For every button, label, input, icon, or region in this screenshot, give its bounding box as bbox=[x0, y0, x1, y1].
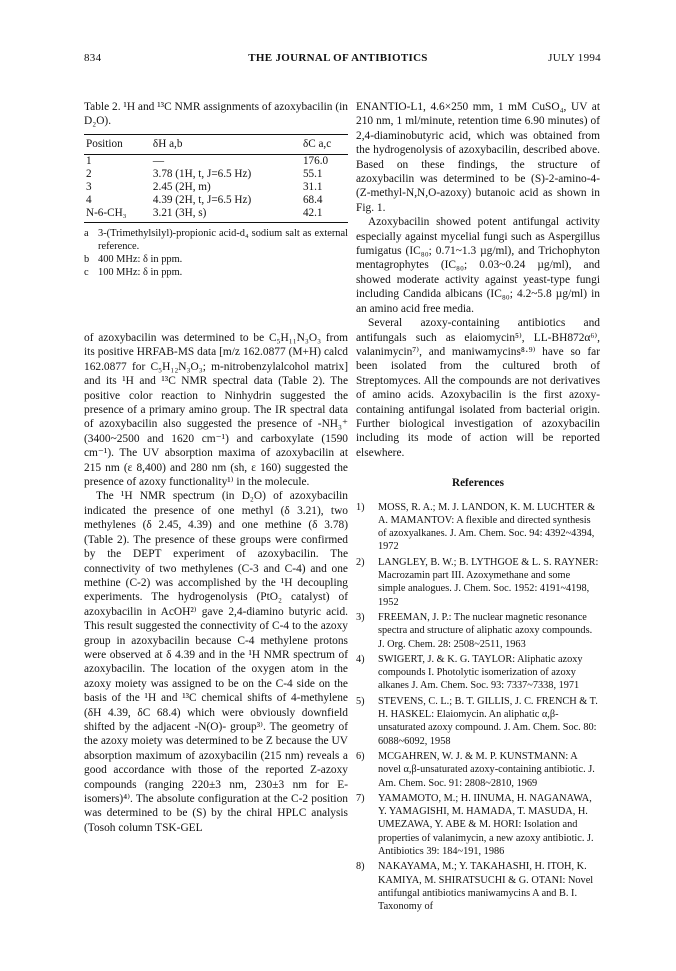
reference-item bbox=[356, 695, 600, 748]
table-cell: 1 bbox=[86, 155, 92, 167]
reference-number: 3) bbox=[356, 611, 365, 623]
reference-number: 6) bbox=[356, 750, 365, 762]
table-cell: 3.21 (3H, s) bbox=[145, 207, 293, 223]
footnote-text: 400 MHz: δ in ppm. bbox=[98, 254, 183, 265]
table-row bbox=[84, 168, 348, 181]
table-cell: 31.1 bbox=[302, 181, 323, 193]
table-cell: N-6-CH₃ bbox=[84, 207, 145, 223]
table-header-cell: δH a,b bbox=[145, 135, 293, 155]
table-cell: 68.4 bbox=[302, 194, 323, 206]
reference-item bbox=[356, 653, 600, 693]
table-caption: Table 2. ¹H and ¹³C NMR assignments of azoxybacilin (in D₂O). bbox=[84, 101, 348, 127]
body-paragraph: Azoxybacilin showed potent antifungal activity especially against mycelial fungi such as Aspergillus fumigatus (IC₈₀; 0.71~1.3 µg/ml), and Trichophyton mentagrophytes (IC₈₀; 0.03~0.24 µg/ml), and showed moderate activity against yeast-type fungi including Candida albicans (IC₈₀; 4.2~5.8 µg/ml) in an amino acid free media. bbox=[356, 216, 600, 315]
reference-number: 1) bbox=[356, 501, 365, 513]
table-row bbox=[84, 194, 348, 207]
footnote-text: 100 MHz: δ in ppm. bbox=[98, 267, 183, 278]
table-header-cell: δC a,c bbox=[293, 135, 348, 155]
footnote bbox=[84, 227, 348, 253]
footnote-mark: b bbox=[84, 254, 90, 265]
footnote-text: 3-(Trimethylsilyl)-propionic acid-d₄ sodium salt as external reference. bbox=[98, 228, 348, 252]
table-cell: 55.1 bbox=[302, 168, 323, 180]
table-cell: — bbox=[152, 155, 165, 167]
reference-number: 5) bbox=[356, 695, 365, 707]
nmr-table bbox=[84, 134, 348, 223]
table-cell: 4 bbox=[86, 194, 92, 206]
body-paragraph: ENANTIO-L1, 4.6×250 mm, 1 mM CuSO₄, UV at 210 nm, 1 ml/minute, retention time 6.90 minutes) of 2,4-diaminobutyric acid, which was obtained from the hydrogenolysis of azoxybacilin, described above. Based on these findings, the structure of azoxybacilin was determined to be (S)-2-amino-4-(Z-methyl-N,N,O-azoxy) butanoic acid as shown in Fig. 1. bbox=[356, 101, 600, 214]
table-footnotes bbox=[84, 227, 348, 279]
body-paragraph: of azoxybacilin was determined to be C₅H₁₁N₃O₃ from its positive HRFAB-MS data [m/z 162.0877 (M+H) calcd 162.0877 for C₅H₁₂N₃O₃; m-nitrobenzylalcohol matrix] and its ¹H and ¹³C NMR spectral data (Table 2). The positive color reaction to Ninhydrin suggested the presence of a primary amino group. The IR spectral data of azoxybacilin also suggested the presence of -NH₃⁺ (3400~2500 and 1620 cm⁻¹) and carboxylate (1590 cm⁻¹). The UV absorption maxima of azoxybacilin at 215 nm (ε 8,400) and 280 nm (sh, ε 160) suggested the presence of azoxy functionality¹⁾ in the molecule. bbox=[84, 332, 348, 489]
reference-item bbox=[356, 860, 600, 913]
footnote-mark: c bbox=[84, 267, 89, 278]
table-header-row bbox=[84, 135, 348, 155]
footnote bbox=[84, 266, 348, 279]
reference-item bbox=[356, 750, 600, 790]
table-cell: 3.78 (1H, t, J=6.5 Hz) bbox=[152, 168, 252, 180]
table-cell: 42.1 bbox=[293, 207, 348, 223]
page-number: 834 bbox=[84, 52, 102, 64]
table-cell: 4.39 (2H, t, J=6.5 Hz) bbox=[152, 194, 252, 206]
body-paragraph: The ¹H NMR spectrum (in D₂O) of azoxybacilin indicated the presence of one methyl (δ 3.21), two methylenes (δ 2.45, 4.39) and one methine (δ 3.78) (Table 2). The presence of these groups were confirmed by the DEPT experiment of azoxybacilin. The connectivity of two methylenes (C-3 and C-4) and one methine (C-2) was accomplished by the ¹H decoupling experiments. The hydrogenolysis (PtO₂ catalyst) of azoxybacilin in AcOH²⁾ gave 2,4-diamino butyric acid. This result suggested the connectivity of C-4 to the azoxy group in azoxybacilin because C-4 methylene protons were observed at δ 4.39 and in the ¹H NMR spectrum of azoxybacilin. The location of the oxygen atom in the azoxy moiety was assigned to be on the C-4 side on the basis of the ¹H and ¹³C chemical shifts of 4-methylene (δH 4.39, δC 68.4) which were obviously downfield shifted by the adjacent -N(O)- group³⁾. The geometry of the azoxy moiety was determined to be Z because the UV absorption maximum of azoxybacilin (215 nm) reveals a good accordance with those of the reported Z-azoxy compounds (ranging 220±3 nm, 230±3 nm for E-isomers)⁴⁾. The absolute configuration at the C-2 position was determined to be (S) by the chiral HPLC analysis (Tosoh column TSK-GEL bbox=[84, 490, 348, 834]
table-row bbox=[84, 181, 348, 194]
left-column bbox=[84, 100, 348, 835]
footnote-mark: a bbox=[84, 228, 89, 239]
table-cell: 3 bbox=[86, 181, 92, 193]
reference-text: MOSS, R. A.; M. J. LANDON, K. M. LUCHTER & A. MAMANTOV: A flexible and directed synthesis of azoxyalkanes. J. Am. Chem. Soc. 94: 4392~4394, 1972 bbox=[378, 501, 596, 553]
reference-text: STEVENS, C. L.; B. T. GILLIS, J. C. FRENCH & T. H. HASKEL: Elaiomycin. An aliphatic α,β-unsaturated azoxy compound. J. Am. Chem. Soc. 80: 6088~6092, 1958 bbox=[378, 695, 598, 747]
table-row bbox=[84, 207, 348, 223]
reference-list bbox=[356, 501, 600, 914]
reference-item bbox=[356, 556, 600, 609]
reference-number: 4) bbox=[356, 653, 365, 665]
reference-text: LANGLEY, B. W.; B. LYTHGOE & L. S. RAYNER: Macrozamin part III. Azoxymethane and some simple analogues. J. Chem. Soc. 1952: 4191~4198, 1952 bbox=[378, 556, 599, 608]
reference-text: FREEMAN, J. P.: The nuclear magnetic resonance spectra and structure of aliphatic azoxy compounds. J. Org. Chem. 28: 2508~2511, 1963 bbox=[378, 611, 593, 650]
reference-text: MCGAHREN, W. J. & M. P. KUNSTMANN: A novel α,β-unsaturated azoxy-containing antibiotic. J. Am. Chem. Soc. 91: 2808~2810, 1969 bbox=[378, 750, 595, 789]
table-cell: 2.45 (2H, m) bbox=[152, 181, 211, 193]
reference-item bbox=[356, 611, 600, 651]
issue-date: JULY 1994 bbox=[548, 52, 601, 64]
footnote bbox=[84, 253, 348, 266]
reference-item bbox=[356, 501, 600, 554]
references-heading: References bbox=[452, 477, 504, 490]
reference-text: YAMAMOTO, M.; H. IINUMA, H. NAGANAWA, Y. YAMAGISHI, M. HAMADA, T. MASUDA, H. UMEZAWA, Y. ABE & M. HORI: Isolation and properties of valanimycin, a new azoxy antibiotic. J. Antibiotics 39: 184~191, 1986 bbox=[378, 792, 594, 857]
reference-text: NAKAYAMA, M.; Y. TAKAHASHI, H. ITOH, K. KAMIYA, M. SHIRATSUCHI & G. OTANI: Novel antifungal antibiotics maniwamycins A and B. I. Taxonomy of bbox=[378, 861, 594, 913]
right-column bbox=[356, 100, 600, 915]
reference-number: 8) bbox=[356, 861, 365, 873]
reference-item bbox=[356, 792, 600, 858]
reference-text: SWIGERT, J. & K. G. TAYLOR: Aliphatic azoxy compounds I. Photolytic isomerization of azoxy alkanes J. Am. Chem. Soc. 93: 7337~7338, 1971 bbox=[378, 653, 583, 692]
body-paragraph: Several azoxy-containing antibiotics and antifungals such as elaiomycin⁵⁾, LL-BH872α⁶⁾, valanimycin⁷⁾, and maniwamycins⁸·⁹⁾ have so far been isolated from the cultured broth of Streptomyces. All the compounds are not derivatives of amino acids. Azoxybacilin is the first azoxy-containing antifungal isolated from bacterial origin. Further biological investigation of azoxybacilin including its mode of action will be reported elsewhere. bbox=[356, 317, 600, 459]
reference-number: 2) bbox=[356, 556, 365, 568]
table-header-cell: Position bbox=[84, 135, 145, 155]
running-head: THE JOURNAL OF ANTIBIOTICS bbox=[248, 52, 428, 64]
table-cell: 176.0 bbox=[302, 155, 329, 167]
reference-number: 7) bbox=[356, 792, 365, 804]
table-cell: 2 bbox=[86, 168, 92, 180]
table-row bbox=[84, 155, 348, 169]
